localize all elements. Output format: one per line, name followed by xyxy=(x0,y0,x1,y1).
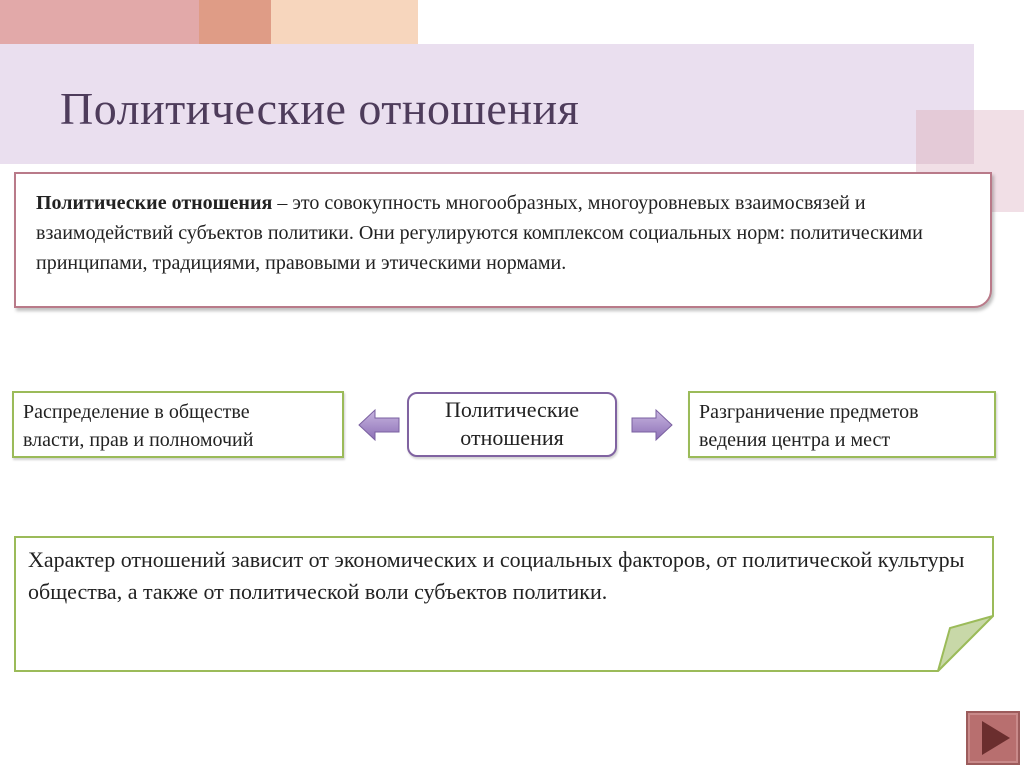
page-title: Политические отношения xyxy=(60,83,580,134)
note-text: Характер отношений зависит от экономических и социальных факторов, от политической культуры общества, а также от политической воли субъектов политики. xyxy=(28,547,965,604)
right-concept-line-2: ведения центра и мест xyxy=(699,429,891,451)
right-arrow-icon xyxy=(630,408,674,442)
left-arrow-icon xyxy=(357,408,401,442)
left-concept-box xyxy=(12,391,344,458)
definition-term: Политические отношения xyxy=(36,192,273,214)
note-box xyxy=(14,536,994,672)
next-slide-button[interactable] xyxy=(966,711,1020,765)
definition-text: – это совокупность многообразных, многоуровневых взаимосвязей и взаимодействий субъектов политики. Они регулируются комплексом социальных норм: политическими принципами, традициями, правовыми и этическими нормами. xyxy=(36,192,923,274)
decor-block-mauve xyxy=(916,110,974,164)
center-concept-line-1: Политические xyxy=(444,397,580,422)
left-concept-line-2: власти, прав и полномочий xyxy=(23,429,254,451)
left-concept-line-1: Распределение в обществе xyxy=(23,401,250,423)
center-concept-box xyxy=(407,392,617,457)
right-concept-line-1: Разграничение предметов xyxy=(699,401,919,423)
right-concept-box xyxy=(688,391,996,458)
center-concept-line-2: отношения xyxy=(460,425,564,450)
definition-box xyxy=(14,172,992,308)
